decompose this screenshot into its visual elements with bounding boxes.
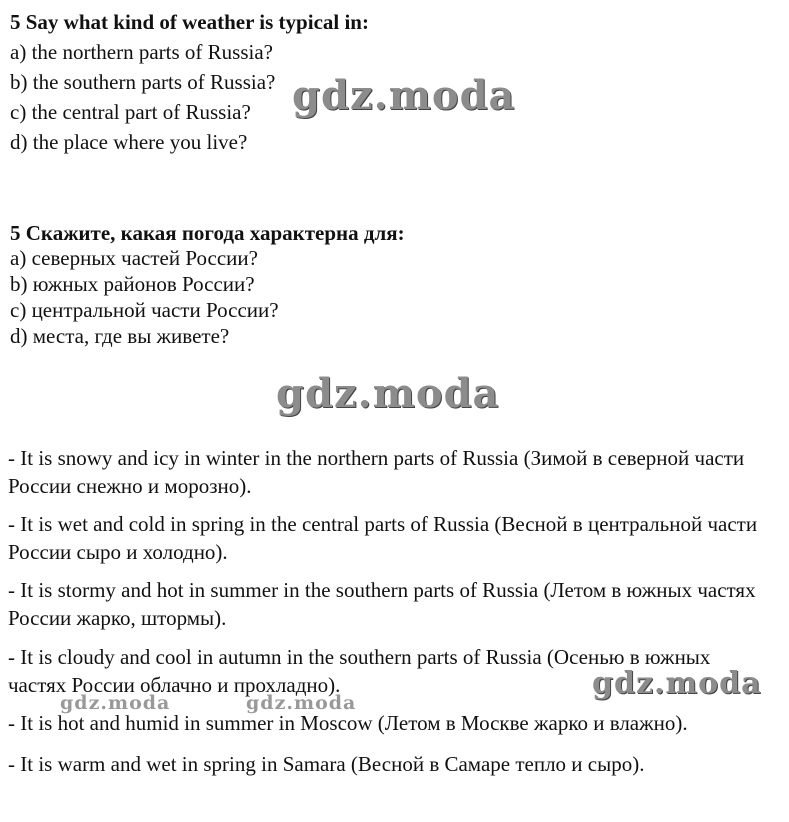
watermark-bottom-right: gdz.moda [592, 666, 762, 701]
answer-6: - It is warm and wet in spring in Samara (Весной в Самаре тепло и сыро). [8, 752, 645, 776]
english-item-a: a) the northern parts of Russia? [10, 40, 274, 64]
russian-item-c: c) центральной части России? [10, 298, 279, 322]
russian-task-heading: 5 Скажите, какая погода характерна для: [10, 221, 405, 245]
english-item-d: d) the place where you live? [10, 130, 248, 154]
english-task-heading: 5 Say what kind of weather is typical in: [10, 10, 369, 34]
watermark-middle: gdz.moda [276, 370, 500, 417]
english-item-b: b) the southern parts of Russia? [10, 70, 276, 94]
answer-2: - It is wet and cold in spring in the central parts of Russia (Весной в центральной части России сыро и холодно). [8, 512, 758, 564]
english-item-c: c) the central part of Russia? [10, 100, 251, 124]
watermark-bottom-left-1: gdz.moda [60, 692, 171, 714]
answer-4: - It is cloudy and cool in autumn in the southern parts of Russia (Осенью в южных частях России облачно и прохладно). [8, 645, 711, 697]
russian-item-b: b) южных районов России? [10, 272, 255, 296]
watermark-bottom-left-2: gdz.moda [246, 692, 357, 714]
watermark-top: gdz.moda [292, 72, 516, 119]
russian-item-d: d) места, где вы живете? [10, 324, 230, 348]
answer-5: - It is hot and humid in summer in Moscow (Летом в Москве жарко и влажно). [8, 711, 688, 735]
answer-3: - It is stormy and hot in summer in the southern parts of Russia (Летом в южных частях России жарко, штормы). [8, 578, 756, 630]
russian-item-a: a) северных частей России? [10, 246, 258, 270]
answer-1: - It is snowy and icy in winter in the northern parts of Russia (Зимой в северной части России снежно и морозно). [8, 446, 745, 498]
